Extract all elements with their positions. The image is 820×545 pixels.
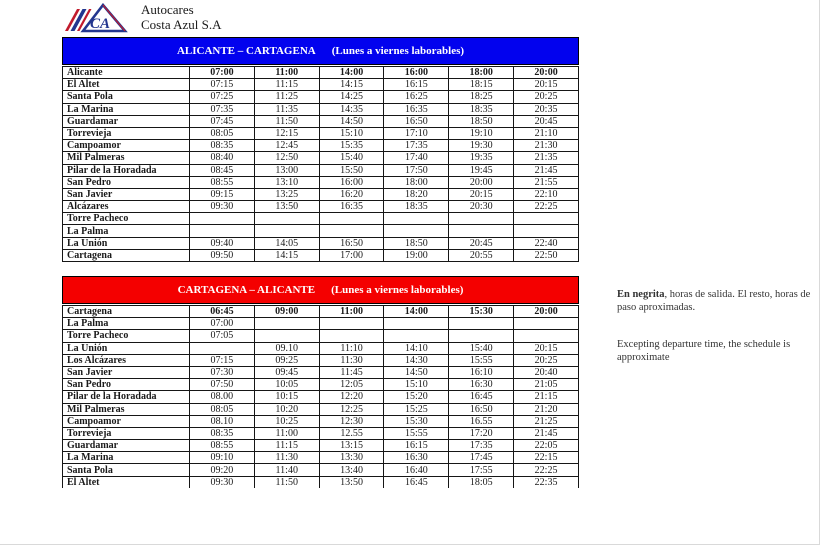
time-cell: 09:00 <box>254 306 319 318</box>
alicante-cartagena-header <box>62 37 579 65</box>
time-cell: 07:45 <box>190 115 255 127</box>
time-cell: 18:50 <box>449 115 514 127</box>
time-cell: 21:30 <box>514 140 579 152</box>
company-logo-block <box>64 3 222 33</box>
time-cell: 11:35 <box>254 103 319 115</box>
table-row <box>63 342 579 354</box>
time-cell: 09:40 <box>190 237 255 249</box>
time-cell: 17:50 <box>384 164 449 176</box>
time-cell: 16:15 <box>384 79 449 91</box>
time-cell: 21:20 <box>514 403 579 415</box>
time-cell: 19:00 <box>384 249 449 261</box>
time-cell: 11:15 <box>254 79 319 91</box>
time-cell: 09:45 <box>254 366 319 378</box>
time-cell <box>449 318 514 330</box>
time-cell: 11:00 <box>254 427 319 439</box>
schedule-notes <box>617 288 815 364</box>
time-cell: 20:30 <box>449 201 514 213</box>
table-row <box>63 452 579 464</box>
time-cell: 16:50 <box>319 237 384 249</box>
time-cell <box>254 318 319 330</box>
time-cell: 08:55 <box>190 440 255 452</box>
time-cell: 14:15 <box>254 249 319 261</box>
time-cell: 22:25 <box>514 464 579 476</box>
time-cell <box>384 330 449 342</box>
time-cell: 11:00 <box>319 306 384 318</box>
time-cell <box>449 213 514 225</box>
station-cell: San Pedro <box>63 176 190 188</box>
table-row <box>63 366 579 378</box>
station-cell: Campoamor <box>63 415 190 427</box>
cartagena-alicante-timetable <box>62 276 579 488</box>
time-cell <box>384 318 449 330</box>
time-cell: 20:45 <box>449 237 514 249</box>
time-cell: 12:50 <box>254 152 319 164</box>
time-cell: 22:40 <box>514 237 579 249</box>
time-cell: 12:30 <box>319 415 384 427</box>
station-cell: Guardamar <box>63 440 190 452</box>
time-cell: 15:25 <box>384 403 449 415</box>
time-cell: 19:35 <box>449 152 514 164</box>
time-cell: 09:25 <box>254 354 319 366</box>
station-cell: Torrevieja <box>63 427 190 439</box>
time-cell: 20:00 <box>514 306 579 318</box>
company-name-line1: Autocares <box>141 2 194 17</box>
time-cell: 10:05 <box>254 379 319 391</box>
time-cell: 08:35 <box>190 140 255 152</box>
time-cell: 16:30 <box>384 452 449 464</box>
time-cell: 20:25 <box>514 354 579 366</box>
time-cell: 17:10 <box>384 127 449 139</box>
time-cell: 08:05 <box>190 403 255 415</box>
time-cell: 22:25 <box>514 201 579 213</box>
time-cell: 08:35 <box>190 427 255 439</box>
time-cell: 11:30 <box>254 452 319 464</box>
time-cell <box>254 330 319 342</box>
station-cell: San Pedro <box>63 379 190 391</box>
time-cell: 06:45 <box>190 306 255 318</box>
time-cell: 09:50 <box>190 249 255 261</box>
time-cell <box>514 330 579 342</box>
time-cell <box>319 213 384 225</box>
station-cell: Mil Palmeras <box>63 152 190 164</box>
station-cell: Alicante <box>63 67 190 79</box>
time-cell: 13:25 <box>254 188 319 200</box>
time-cell: 19:10 <box>449 127 514 139</box>
station-cell: Torre Pacheco <box>63 213 190 225</box>
time-cell: 20:15 <box>514 79 579 91</box>
table-row <box>63 127 579 139</box>
table-row <box>63 464 579 476</box>
time-cell <box>190 213 255 225</box>
time-cell <box>514 213 579 225</box>
note-english: Excepting departure time, the schedule is approximate <box>617 339 791 363</box>
time-cell: 18:00 <box>384 176 449 188</box>
time-cell: 18:25 <box>449 91 514 103</box>
time-cell <box>319 225 384 237</box>
station-cell: San Javier <box>63 366 190 378</box>
company-name <box>141 3 222 32</box>
station-cell: La Palma <box>63 225 190 237</box>
table-row <box>63 391 579 403</box>
time-cell: 07:25 <box>190 91 255 103</box>
station-cell: La Marina <box>63 452 190 464</box>
time-cell: 07:50 <box>190 379 255 391</box>
time-cell: 16:20 <box>319 188 384 200</box>
time-cell: 18:35 <box>449 103 514 115</box>
table-row <box>63 152 579 164</box>
time-cell: 22:15 <box>514 452 579 464</box>
time-cell: 11:25 <box>254 91 319 103</box>
time-cell: 15:40 <box>449 342 514 354</box>
time-cell: 21:10 <box>514 127 579 139</box>
time-cell: 15:10 <box>319 127 384 139</box>
time-cell: 07:30 <box>190 366 255 378</box>
time-cell: 09:30 <box>190 476 255 488</box>
table-row <box>63 249 579 261</box>
station-cell: El Altet <box>63 79 190 91</box>
time-cell <box>514 318 579 330</box>
table-row <box>63 318 579 330</box>
time-cell <box>319 318 384 330</box>
time-cell: 16:50 <box>449 403 514 415</box>
table-row <box>63 91 579 103</box>
cartagena-alicante-table <box>62 305 579 488</box>
time-cell: 08:40 <box>190 152 255 164</box>
schedule-days: (Lunes a viernes laborables) <box>331 284 464 296</box>
table-row <box>63 306 579 318</box>
time-cell: 12:25 <box>319 403 384 415</box>
alicante-cartagena-timetable <box>62 37 579 262</box>
time-cell: 15:30 <box>449 306 514 318</box>
time-cell: 18:00 <box>449 67 514 79</box>
time-cell: 20:15 <box>449 188 514 200</box>
time-cell: 07:15 <box>190 354 255 366</box>
time-cell: 17:35 <box>449 440 514 452</box>
station-cell: Torrevieja <box>63 127 190 139</box>
time-cell: 11:15 <box>254 440 319 452</box>
time-cell: 21:05 <box>514 379 579 391</box>
station-cell: La Unión <box>63 237 190 249</box>
time-cell: 11:00 <box>254 67 319 79</box>
table-row <box>63 476 579 488</box>
time-cell: 16.55 <box>449 415 514 427</box>
time-cell: 09.10 <box>254 342 319 354</box>
station-cell: Mil Palmeras <box>63 403 190 415</box>
station-cell: Pilar de la Horadada <box>63 391 190 403</box>
time-cell: 14:50 <box>384 366 449 378</box>
time-cell <box>190 225 255 237</box>
time-cell: 21:45 <box>514 427 579 439</box>
time-cell: 16:25 <box>384 91 449 103</box>
time-cell: 12:05 <box>319 379 384 391</box>
time-cell: 17:40 <box>384 152 449 164</box>
time-cell: 20:00 <box>514 67 579 79</box>
time-cell: 18:50 <box>384 237 449 249</box>
table-row <box>63 225 579 237</box>
time-cell: 14:05 <box>254 237 319 249</box>
station-cell: Santa Pola <box>63 91 190 103</box>
time-cell: 14:00 <box>319 67 384 79</box>
time-cell: 12.55 <box>319 427 384 439</box>
time-cell: 08.00 <box>190 391 255 403</box>
route-title: ALICANTE – CARTAGENA <box>176 45 316 57</box>
time-cell <box>319 330 384 342</box>
time-cell <box>514 225 579 237</box>
time-cell: 21:55 <box>514 176 579 188</box>
time-cell <box>254 225 319 237</box>
time-cell: 19:30 <box>449 140 514 152</box>
time-cell: 18:35 <box>384 201 449 213</box>
time-cell: 11:50 <box>254 476 319 488</box>
time-cell: 10:25 <box>254 415 319 427</box>
time-cell <box>449 225 514 237</box>
time-cell: 09:20 <box>190 464 255 476</box>
time-cell: 14:50 <box>319 115 384 127</box>
time-cell: 21:25 <box>514 415 579 427</box>
station-cell: San Javier <box>63 188 190 200</box>
time-cell: 17:00 <box>319 249 384 261</box>
time-cell: 15:55 <box>449 354 514 366</box>
note-spanish-bold: En negrita <box>617 289 665 300</box>
time-cell <box>384 225 449 237</box>
table-row <box>63 103 579 115</box>
time-cell: 16:35 <box>319 201 384 213</box>
time-cell: 17:20 <box>449 427 514 439</box>
table-row <box>63 201 579 213</box>
station-cell: Torre Pacheco <box>63 330 190 342</box>
note-spanish <box>617 288 815 314</box>
time-cell: 15:50 <box>319 164 384 176</box>
time-cell: 16:30 <box>449 379 514 391</box>
time-cell <box>254 213 319 225</box>
time-cell: 17:45 <box>449 452 514 464</box>
time-cell: 18:05 <box>449 476 514 488</box>
time-cell: 11:45 <box>319 366 384 378</box>
time-cell: 09:10 <box>190 452 255 464</box>
company-name-line2: Costa Azul S.A <box>141 16 222 32</box>
time-cell: 17:55 <box>449 464 514 476</box>
time-cell: 13:50 <box>319 476 384 488</box>
time-cell: 18:20 <box>384 188 449 200</box>
time-cell: 11:50 <box>254 115 319 127</box>
station-cell: Alcázares <box>63 201 190 213</box>
table-row <box>63 164 579 176</box>
time-cell: 09:15 <box>190 188 255 200</box>
station-cell: Pilar de la Horadada <box>63 164 190 176</box>
time-cell: 13:30 <box>319 452 384 464</box>
time-cell <box>384 213 449 225</box>
time-cell: 22:10 <box>514 188 579 200</box>
time-cell: 12:15 <box>254 127 319 139</box>
time-cell: 22:50 <box>514 249 579 261</box>
time-cell: 13:40 <box>319 464 384 476</box>
time-cell: 15:40 <box>319 152 384 164</box>
svg-text:CA: CA <box>90 16 111 32</box>
time-cell: 12:45 <box>254 140 319 152</box>
time-cell: 21:15 <box>514 391 579 403</box>
time-cell: 21:45 <box>514 164 579 176</box>
time-cell: 11:40 <box>254 464 319 476</box>
time-cell: 20:45 <box>514 115 579 127</box>
table-row <box>63 440 579 452</box>
time-cell: 20:40 <box>514 366 579 378</box>
table-row <box>63 67 579 79</box>
time-cell: 19:45 <box>449 164 514 176</box>
time-cell: 14:00 <box>384 306 449 318</box>
table-row <box>63 415 579 427</box>
route-title: CARTAGENA – ALICANTE <box>177 284 316 296</box>
station-cell: Cartagena <box>63 249 190 261</box>
station-cell: Guardamar <box>63 115 190 127</box>
station-cell: Campoamor <box>63 140 190 152</box>
table-row <box>63 379 579 391</box>
time-cell: 07:00 <box>190 67 255 79</box>
time-cell: 20:35 <box>514 103 579 115</box>
table-row <box>63 354 579 366</box>
time-cell: 07:00 <box>190 318 255 330</box>
time-cell: 20:15 <box>514 342 579 354</box>
time-cell: 16:50 <box>384 115 449 127</box>
time-cell: 07:15 <box>190 79 255 91</box>
time-cell: 17:35 <box>384 140 449 152</box>
schedule-days: (Lunes a viernes laborables) <box>331 45 465 57</box>
time-cell: 20:55 <box>449 249 514 261</box>
station-cell: La Unión <box>63 342 190 354</box>
time-cell: 15:20 <box>384 391 449 403</box>
time-cell: 14:25 <box>319 91 384 103</box>
time-cell: 16:15 <box>384 440 449 452</box>
time-cell: 16:00 <box>319 176 384 188</box>
table-row <box>63 427 579 439</box>
alicante-cartagena-table <box>62 66 579 262</box>
time-cell: 10:20 <box>254 403 319 415</box>
time-cell: 08:45 <box>190 164 255 176</box>
time-cell: 20:00 <box>449 176 514 188</box>
station-cell: La Palma <box>63 318 190 330</box>
cartagena-alicante-header <box>62 276 579 304</box>
time-cell: 14:35 <box>319 103 384 115</box>
time-cell: 15:55 <box>384 427 449 439</box>
time-cell: 13:10 <box>254 176 319 188</box>
table-row <box>63 176 579 188</box>
table-row <box>63 140 579 152</box>
time-cell <box>449 330 514 342</box>
time-cell: 13:00 <box>254 164 319 176</box>
note-spanish-rest: , horas de salida. El resto, horas de paso aproximadas. <box>617 289 811 313</box>
time-cell: 07:05 <box>190 330 255 342</box>
time-cell: 12:20 <box>319 391 384 403</box>
time-cell: 16:10 <box>449 366 514 378</box>
costa-azul-logo-icon <box>64 3 132 33</box>
time-cell: 20:25 <box>514 91 579 103</box>
time-cell: 14:15 <box>319 79 384 91</box>
table-row <box>63 330 579 342</box>
time-cell: 14:10 <box>384 342 449 354</box>
time-cell: 16:00 <box>384 67 449 79</box>
time-cell: 08:05 <box>190 127 255 139</box>
time-cell: 08.10 <box>190 415 255 427</box>
table-row <box>63 79 579 91</box>
time-cell: 18:15 <box>449 79 514 91</box>
time-cell: 16:45 <box>449 391 514 403</box>
time-cell: 16:45 <box>384 476 449 488</box>
time-cell: 15:10 <box>384 379 449 391</box>
station-cell: La Marina <box>63 103 190 115</box>
table-row <box>63 188 579 200</box>
time-cell: 16:40 <box>384 464 449 476</box>
time-cell: 11:30 <box>319 354 384 366</box>
time-cell: 15:30 <box>384 415 449 427</box>
time-cell: 11:10 <box>319 342 384 354</box>
time-cell: 16:35 <box>384 103 449 115</box>
time-cell: 13:50 <box>254 201 319 213</box>
time-cell: 09:30 <box>190 201 255 213</box>
time-cell: 22:05 <box>514 440 579 452</box>
table-row <box>63 115 579 127</box>
time-cell: 13:15 <box>319 440 384 452</box>
time-cell: 22:35 <box>514 476 579 488</box>
table-row <box>63 237 579 249</box>
time-cell: 21:35 <box>514 152 579 164</box>
time-cell: 15:35 <box>319 140 384 152</box>
station-cell: El Altet <box>63 476 190 488</box>
time-cell <box>190 342 255 354</box>
table-row <box>63 213 579 225</box>
station-cell: Los Alcázares <box>63 354 190 366</box>
station-cell: Santa Pola <box>63 464 190 476</box>
table-row <box>63 403 579 415</box>
station-cell: Cartagena <box>63 306 190 318</box>
time-cell: 10:15 <box>254 391 319 403</box>
time-cell: 14:30 <box>384 354 449 366</box>
time-cell: 07:35 <box>190 103 255 115</box>
time-cell: 08:55 <box>190 176 255 188</box>
